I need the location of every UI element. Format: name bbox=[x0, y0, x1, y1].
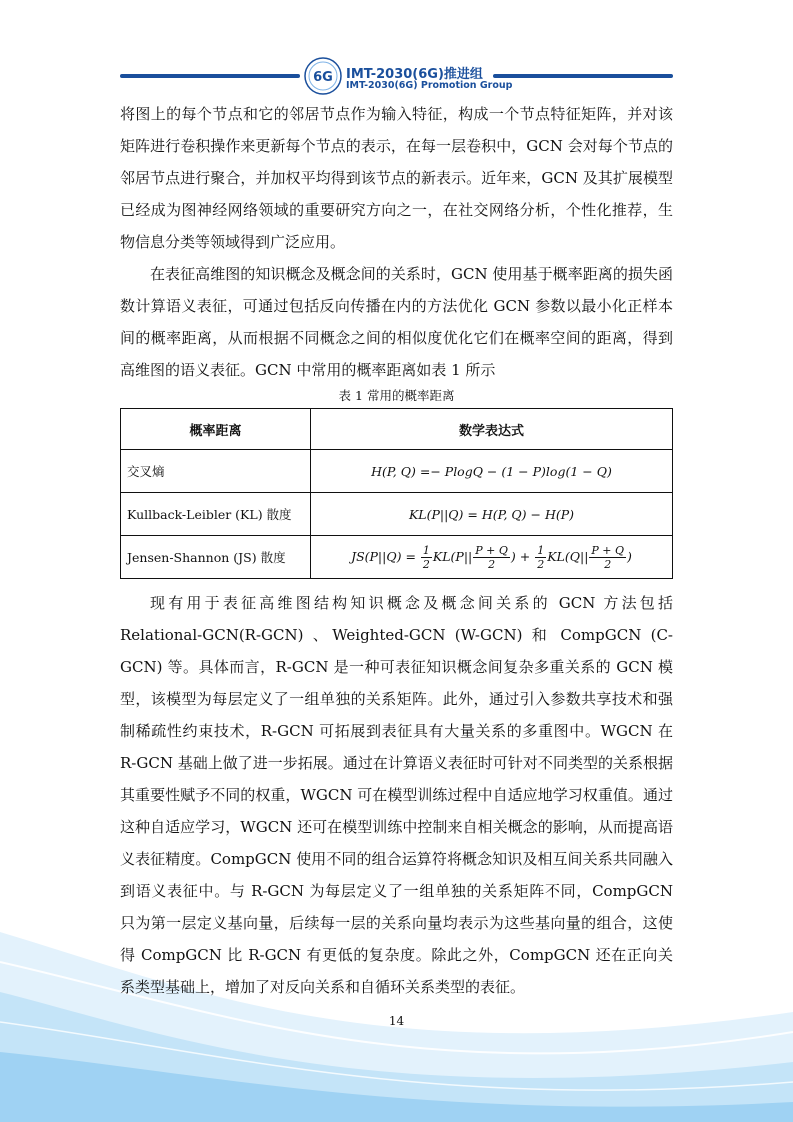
fraction-denominator: 2 bbox=[604, 557, 612, 571]
distance-formula-js bbox=[311, 536, 673, 579]
paragraph-3: 现有用于表征高维图结构知识概念及概念间关系的 GCN 方法包括 Relational-GCN(R-GCN) 、Weighted-GCN (W-GCN) 和 CompGCN (C-GCN) 等。具体而言，R-GCN 是一种可表征知识概念间复杂多重关系的 GCN 模型，该模型为每层定义了一组单独的关系矩阵。此外，通过引入参数共享技术和强制稀疏性约束技术，R-GCN 可拓展到表征具有大量关系的多重图中。WGCN 在 R-GCN 基础上做了进一步拓展。通过在计算语义表征时可针对不同类型的关系根据其重要性赋予不同的权重，WGCN 可在模型训练过程中自适应地学习权重值。通过这种自适应学习，WGCN 还可在模型训练中控制来自相关概念的影响，从而提高语义表征精度。CompGCN 使用不同的组合运算符将概念知识及相互间关系共同融入到语义表征中。与 R-GCN 为每层定义了一组单独的关系矩阵不同，CompGCN 只为第一层定义基向量，后续每一层的关系向量均表示为这些基向量的组合，这使得 CompGCN 比 R-GCN 有更低的复杂度。除此之外，CompGCN 还在正向关系类型基础上，增加了对反向关系和自循环关系类型的表征。 bbox=[120, 594, 673, 996]
fraction-denominator: 2 bbox=[422, 557, 430, 571]
page-number: 14 bbox=[388, 1014, 405, 1028]
header-title: IMT-2030(6G)推进组 bbox=[346, 67, 483, 82]
fraction-mixture bbox=[473, 544, 510, 571]
distance-formula: H(P, Q) =− PlogQ − (1 − P)log(1 − Q) bbox=[311, 450, 673, 493]
formula-part: ) bbox=[627, 548, 632, 564]
fraction-half bbox=[421, 544, 432, 571]
page-header bbox=[120, 60, 673, 96]
table-row bbox=[121, 536, 673, 579]
header-rule-right bbox=[493, 74, 673, 78]
formula-part: KL(P|| bbox=[432, 548, 473, 564]
probability-distance-table bbox=[120, 408, 673, 579]
fraction-denominator: 2 bbox=[488, 557, 496, 571]
logo-text: 6G bbox=[313, 70, 333, 85]
table-row bbox=[121, 450, 673, 493]
distance-name: Kullback-Leibler (KL) 散度 bbox=[121, 493, 311, 536]
fraction-half bbox=[535, 544, 546, 571]
table-row bbox=[121, 493, 673, 536]
formula-part: KL(Q|| bbox=[547, 548, 589, 564]
table-caption: 表 1 常用的概率距离 bbox=[338, 388, 455, 403]
fraction-denominator: 2 bbox=[537, 557, 545, 571]
fraction-numerator: 1 bbox=[537, 543, 545, 557]
fraction-numerator: 1 bbox=[422, 543, 430, 557]
fraction-numerator: P + Q bbox=[591, 543, 625, 557]
paragraph-1: 将图上的每个节点和它的邻居节点作为输入特征，构成一个节点特征矩阵，并对该矩阵进行卷积操作来更新每个节点的表示，在每一层卷积中，GCN 会对每个节点的邻居节点进行聚合，并加权平均得到该节点的新表示。近年来，GCN 及其扩展模型已经成为图神经网络领域的重要研究方向之一，在社交网络分析，个性化推荐，生物信息分类等领域得到广泛应用。 bbox=[120, 105, 673, 251]
distance-formula: KL(P||Q) = H(P, Q) − H(P) bbox=[311, 493, 673, 536]
fraction-mixture bbox=[589, 544, 626, 571]
fraction-numerator: P + Q bbox=[475, 543, 508, 557]
page-body bbox=[120, 98, 673, 1003]
header-subtitle: IMT-2030(6G) Promotion Group bbox=[346, 80, 513, 91]
formula-part: ) + bbox=[510, 548, 531, 564]
table-header-cell: 概率距离 bbox=[121, 409, 311, 450]
distance-name: Jensen-Shannon (JS) 散度 bbox=[121, 536, 311, 579]
paragraph-2: 在表征高维图的知识概念及概念间的关系时，GCN 使用基于概率距离的损失函数计算语义表征，可通过包括反向传播在内的方法优化 GCN 参数以最小化正样本间的概率距离，从而根据不同概念之间的相似度优化它们在概率空间的距离，得到高维图的语义表征。GCN 中常用的概率距离如表 1 所示 bbox=[120, 265, 673, 379]
table-header-cell: 数学表达式 bbox=[311, 409, 673, 450]
distance-name: 交叉熵 bbox=[121, 450, 311, 493]
header-rule-left bbox=[120, 74, 300, 78]
imt-2030-logo-icon bbox=[303, 56, 343, 96]
formula-part: JS(P||Q) = bbox=[351, 548, 416, 564]
table-header-row bbox=[121, 409, 673, 450]
